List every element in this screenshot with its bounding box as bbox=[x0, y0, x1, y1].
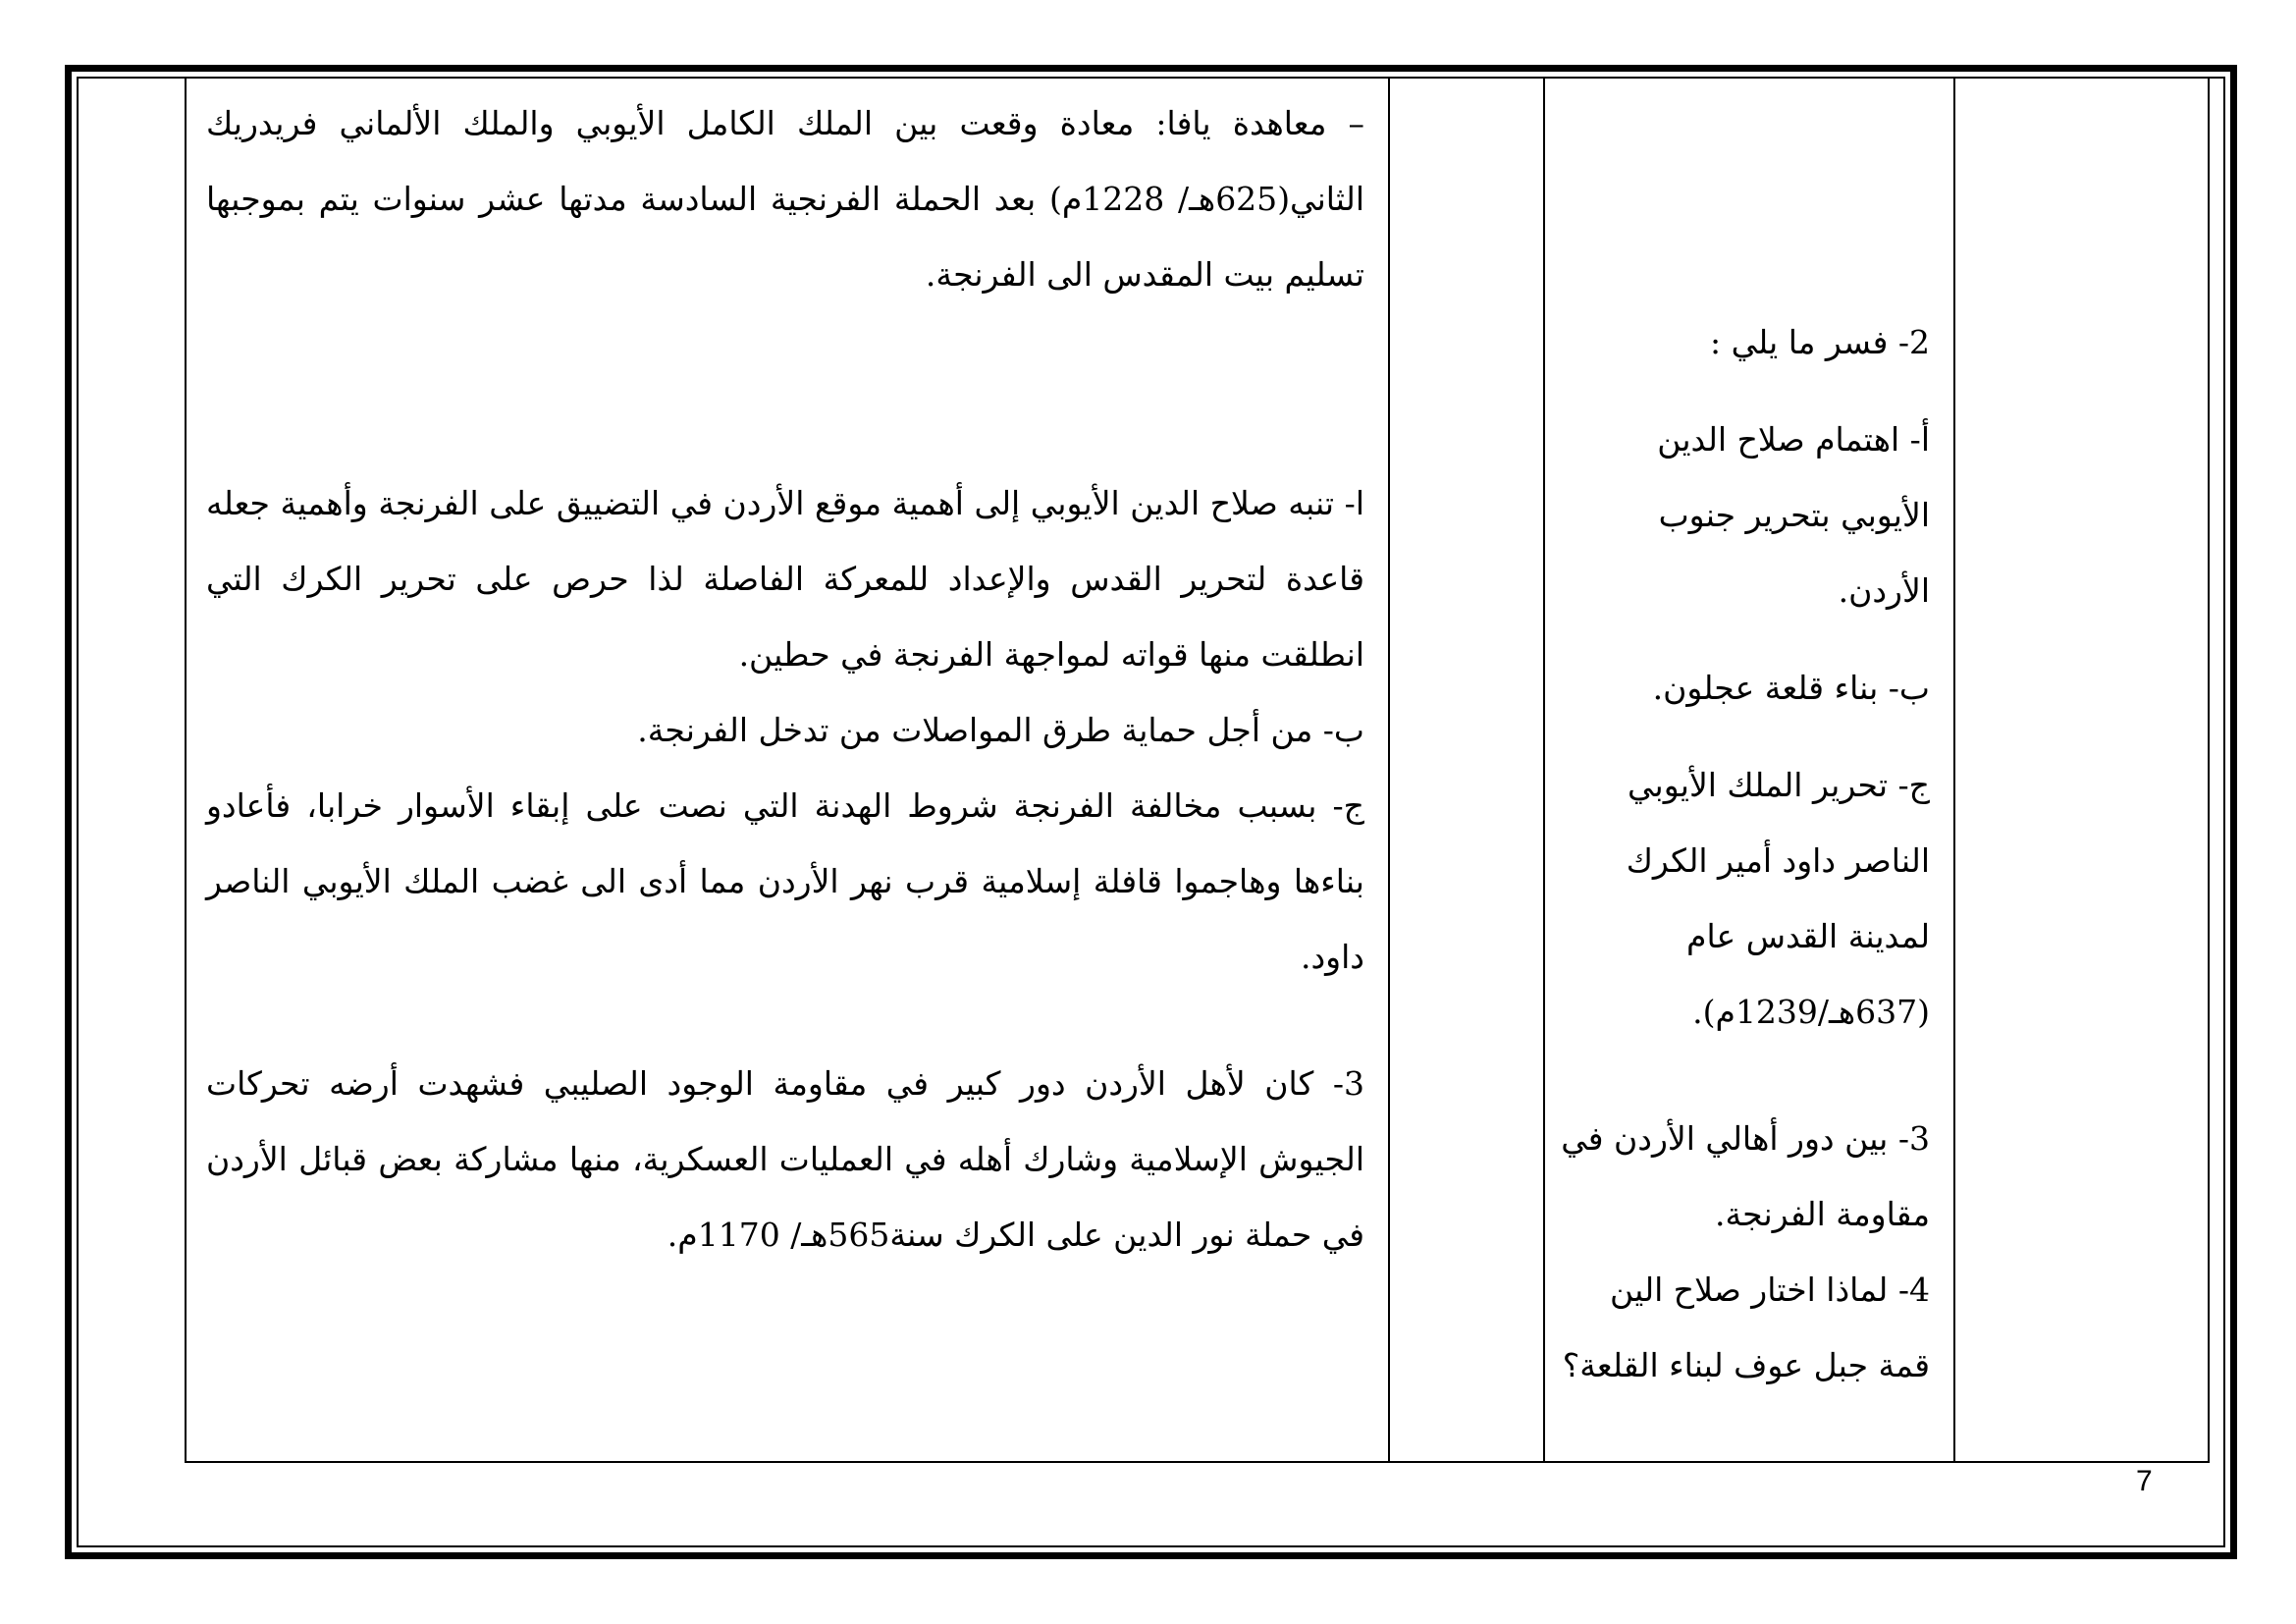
question-3: 3- بين دور أهالي الأردن في مقاومة الفرنجة. bbox=[1561, 1119, 1930, 1233]
answers-text bbox=[206, 85, 1364, 1272]
answer-jaffa-treaty: – معاهدة يافا: معادة وقعت بين الملك الكامل الأيوبي والملك الألماني فريدريك الثاني(625هـ/ 1228م) بعد الحملة الفرنجية السادسة مدتها عشر سنوات يتم بموجبها تسليم بيت المقدس الى الفرنجة. bbox=[206, 104, 1364, 294]
table-row bbox=[186, 78, 2209, 1462]
answer-2a: ا- تنبه صلاح الدين الأيوبي إلى أهمية موقع الأردن في التضييق على الفرنجة وأهمية جعله قاعدة لتحرير القدس والإعداد للمعركة الفاصلة لذا حرص على تحرير الكرك التي انطلقت منها قواته لمواجهة الفرنجة في حطين. bbox=[206, 484, 1364, 674]
question-2c: ج- تحرير الملك الأيوبي الناصر داود أمير الكرك لمدينة القدس عام (637هـ/1239م). bbox=[1626, 766, 1930, 1031]
questions-cell bbox=[1544, 78, 1954, 1462]
answer-3: 3- كان لأهل الأردن دور كبير في مقاومة الوجود الصليبي فشهدت أرضه تحركات الجيوش الإسلامية وشارك أهله في العمليات العسكرية، منها مشاركة بعض قبائل الأردن في حملة نور الدين على الكرك سنة565هـ/ 1170م. bbox=[206, 1064, 1364, 1254]
answer-2c: ج- بسبب مخالفة الفرنجة شروط الهدنة التي نصت على إبقاء الأسوار خرابا، فأعادو بناءها وهاجموا قافلة إسلامية قرب نهر الأردن مما أدى الى غضب الملك الأيوبي الناصر داود. bbox=[206, 786, 1364, 976]
question-2a: أ- اهتمام صلاح الدين الأيوبي بتحرير جنوب الأردن. bbox=[1657, 420, 1930, 610]
empty-cell-marks bbox=[1389, 78, 1544, 1462]
page-number: 7 bbox=[2136, 1465, 2153, 1497]
questions-text bbox=[1559, 86, 1930, 1403]
content-table bbox=[185, 77, 2210, 1463]
question-2b: ب- بناء قلعة عجلون. bbox=[1652, 669, 1930, 707]
answers-cell bbox=[186, 78, 1389, 1462]
question-4: 4- لماذا اختار صلاح الين قمة جبل عوف لبناء القلعة؟ bbox=[1562, 1271, 1930, 1384]
empty-cell-objectives bbox=[1954, 78, 2209, 1462]
answer-2b: ب- من أجل حماية طرق المواصلات من تدخل الفرنجة. bbox=[637, 711, 1364, 749]
question-2: 2- فسر ما يلي : bbox=[1710, 323, 1930, 361]
